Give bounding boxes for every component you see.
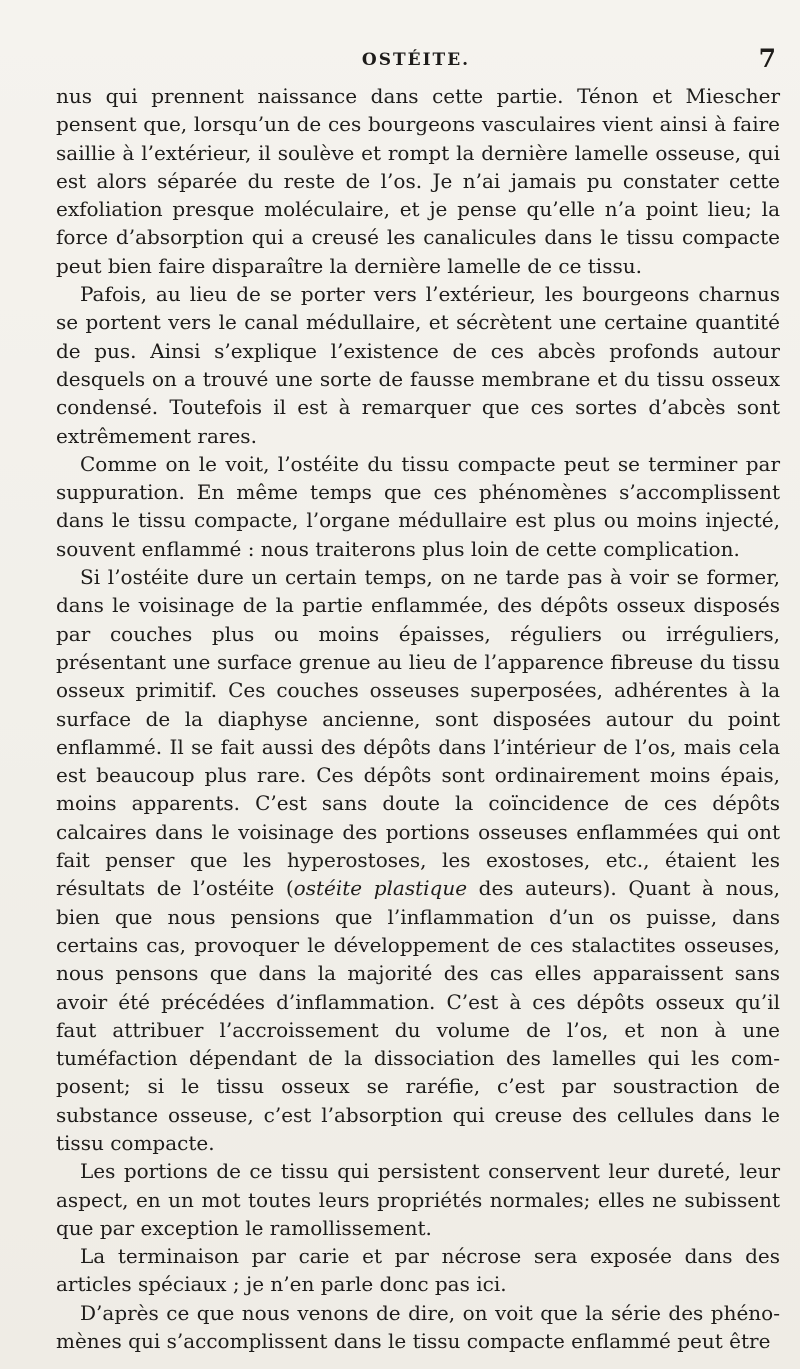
paragraph-2: Pafois, au lieu de se porter vers l’extérieur, les bourgeons charnus se portent vers le canal médullaire, et sécrètent une certaine quantité de pus. Ainsi s’explique l’existence de ces abcès profonds autour desquels on a trouvé une sorte de fausse membrane et du tissu osseux condensé. Toutefois il est à remarquer que ces sortes d’abcès sont extrêmement rares.	[56, 282, 780, 448]
paragraph-4	[56, 563, 780, 1157]
page-number: 7	[758, 44, 776, 73]
paragraph-1: nus qui prennent naissance dans cette partie. Ténon et Miescher pensent que, lorsqu’un de ces bourgeons vasculaires vient ainsi à faire saillie à l’extérieur, il soulève et rompt la dernière lamelle osseuse, qui est alors séparée du reste de l’os. Je n’ai jamais pu constater cette exfoliation presque moléculaire, et je pense qu’elle n’a point lieu; la force d’absorption qui a creusé les canalicules dans le tissu compacte peut bien faire disparaître la dernière lamelle de ce tissu.	[56, 84, 780, 278]
page-header	[56, 44, 776, 80]
paragraph-5: Les portions de ce tissu qui persistent conservent leur dureté, leur aspect, en un mot toutes leurs propriétés normales; elles ne subissent que par exception le ramollissement.	[56, 1159, 780, 1240]
paragraph-4-part-2: des auteurs). Quant à nous, bien que nous pensions que l’inflammation d’un os puisse, dans certains cas, provoquer le développement de ces stalactites osseuses, nous pensons que dans la majorité des cas elles apparaissent sans avoir été précédées d’inflammation. C’est à ces dépôts osseux qu’il faut attribuer l’accroissement du volume de l’os, et non à une tuméfaction dépendant de la dissociation des lamelles qui les composent; si le tissu osseux se raréfie, c’est par soustraction de substance osseuse, c’est l’absorption qui creuse des cellules dans le tissu compacte.	[56, 876, 780, 1155]
paragraph-6: La terminaison par carie et par nécrose sera exposée dans des articles spéciaux ; je n’en parle donc pas ici.	[56, 1244, 780, 1297]
body-text	[56, 82, 780, 1355]
paragraph-4-part-1: Si l’ostéite dure un certain temps, on ne tarde pas à voir se former, dans le voisinage de la partie enflammée, des dépôts osseux disposés par couches plus ou moins épaisses, réguliers ou irréguliers, présentant une surface grenue au lieu de l’apparence fibreuse du tissu osseux primitif. Ces couches osseuses superposées, adhérentes à la surface de la diaphyse ancienne, sont disposées autour du point enflammé. Il se fait aussi des dépôts dans l’intérieur de l’os, mais cela est beaucoup plus rare. Ces dépôts sont ordinairement moins épais, moins apparents. C’est sans doute la coïncidence de ces dépôts calcaires dans le voisinage des portions osseuses enflammées qui ont fait penser que les hyperostoses, les exostoses, etc., étaient les résultats de l’ostéite (	[56, 565, 780, 901]
paragraph-7: D’après ce que nous venons de dire, on voit que la série des phénomènes qui s’accomplissent dans le tissu compacte enflammé peut être	[56, 1300, 780, 1354]
running-title: OSTÉITE.	[361, 50, 471, 70]
paragraph-3: Comme on le voit, l’ostéite du tissu compacte peut se terminer par suppuration. En même temps que ces phénomènes s’accomplissent dans le tissu compacte, l’organe médullaire est plus ou moins injecté, souvent enflammé : nous traiterons plus loin de cette complication.	[56, 451, 780, 561]
paragraph-4-emphasis: ostéite plastique	[293, 876, 468, 901]
